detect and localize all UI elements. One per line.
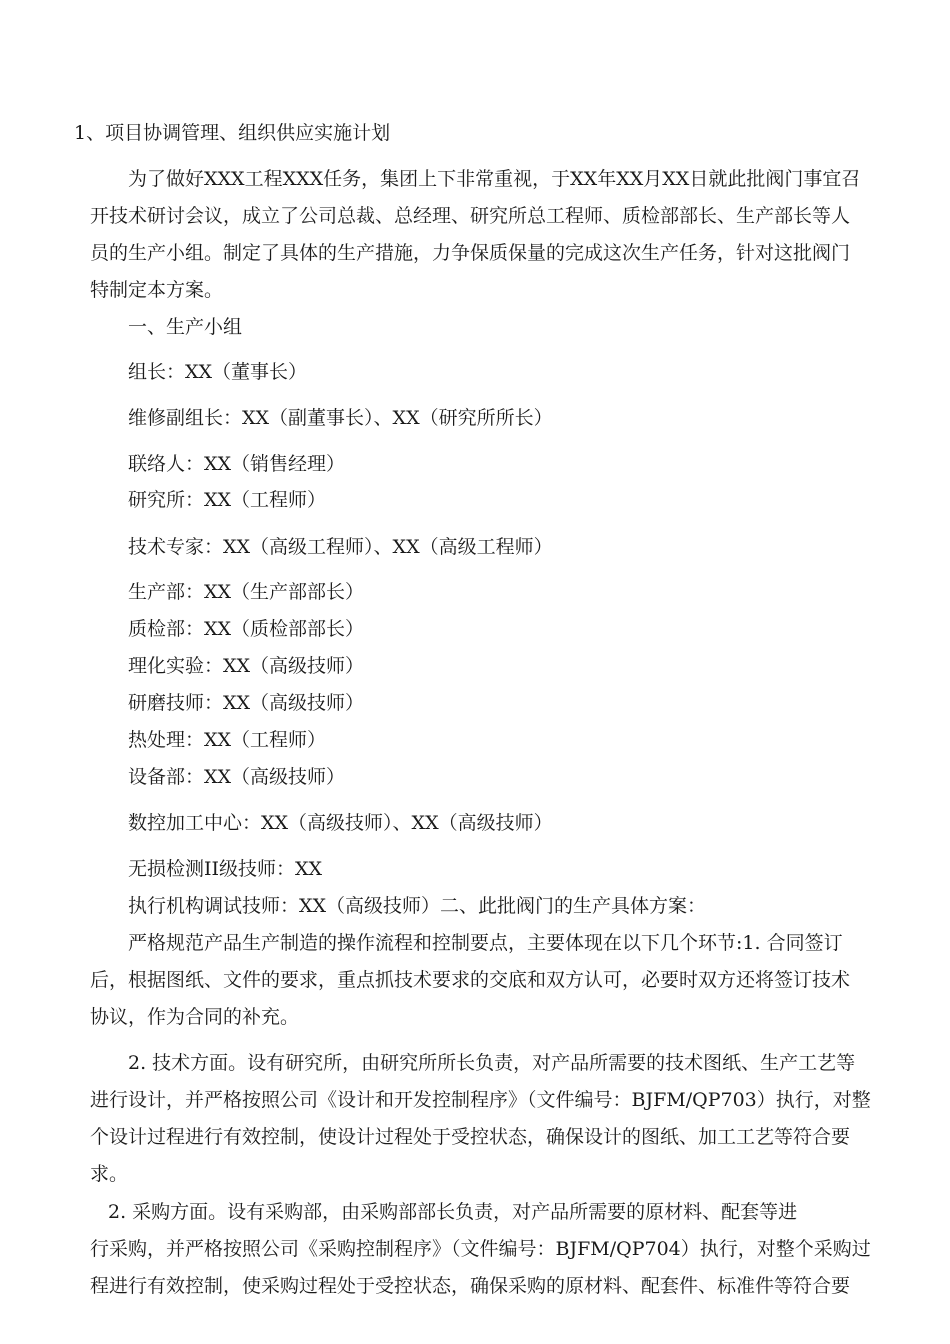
- member-line: 技术专家：XX（高级工程师）、XX（高级工程师）: [128, 536, 553, 558]
- tech-line-2: 进行设计，并严格按照公司《设计和开发控制程序》（文件编号：BJFM/QP703）执行，对整: [90, 1089, 871, 1111]
- section-one-title: 一、生产小组: [128, 316, 243, 338]
- purchase-line-1: 2. 采购方面。设有采购部，由采购部部长负责，对产品所需要的原材料、配套等进: [108, 1201, 798, 1223]
- member-line: 执行机构调试技师：XX（高级技师）二、此批阀门的生产具体方案：: [128, 895, 707, 917]
- member-line: 理化实验：XX（高级技师）: [128, 655, 365, 677]
- section-heading: 1、项目协调管理、组织供应实施计划: [74, 122, 391, 144]
- member-line: 研究所：XX（工程师）: [128, 489, 327, 511]
- member-line: 热处理：XX（工程师）: [128, 729, 327, 751]
- plan-intro-line-2: 后，根据图纸、文件的要求，重点抓技术要求的交底和双方认可，必要时双方还将签订技术: [90, 969, 851, 991]
- purchase-line-3: 程进行有效控制，使采购过程处于受控状态，确保采购的原材料、配套件、标准件等符合要: [90, 1275, 851, 1297]
- purchase-line-2: 行采购，并严格按照公司《采购控制程序》（文件编号：BJFM/QP704）执行，对整个采购过: [90, 1238, 871, 1260]
- member-line: 组长：XX（董事长）: [128, 361, 308, 383]
- tech-line-1: 2. 技术方面。设有研究所，由研究所所长负责，对产品所需要的技术图纸、生产工艺等: [128, 1052, 856, 1074]
- member-line: 数控加工中心：XX（高级技师）、XX（高级技师）: [128, 812, 553, 834]
- tech-line-4: 求。: [90, 1163, 129, 1185]
- intro-line-3: 员的生产小组。制定了具体的生产措施，力争保质保量的完成这次生产任务，针对这批阀门: [90, 242, 851, 264]
- intro-line-4: 特制定本方案。: [90, 279, 224, 301]
- member-line: 无损检测II级技师：XX: [128, 858, 323, 880]
- tech-line-3: 个设计过程进行有效控制，使设计过程处于受控状态，确保设计的图纸、加工工艺等符合要: [90, 1126, 851, 1148]
- member-line: 维修副组长：XX（副董事长）、XX（研究所所长）: [128, 407, 553, 429]
- member-line: 联络人：XX（销售经理）: [128, 453, 346, 475]
- intro-line-1: 为了做好XXX工程XXX任务，集团上下非常重视，于XX年XX月XX日就此批阀门事宜召: [128, 168, 861, 190]
- member-line: 研磨技师：XX（高级技师）: [128, 692, 365, 714]
- member-line: 设备部：XX（高级技师）: [128, 766, 346, 788]
- intro-line-2: 开技术研讨会议，成立了公司总裁、总经理、研究所总工程师、质检部部长、生产部长等人: [90, 205, 851, 227]
- plan-intro-line-3: 协议，作为合同的补充。: [90, 1006, 300, 1028]
- member-line: 生产部：XX（生产部部长）: [128, 581, 365, 603]
- member-line: 质检部：XX（质检部部长）: [128, 618, 365, 640]
- plan-intro-line-1: 严格规范产品生产制造的操作流程和控制要点，主要体现在以下几个环节:1. 合同签订: [128, 932, 843, 954]
